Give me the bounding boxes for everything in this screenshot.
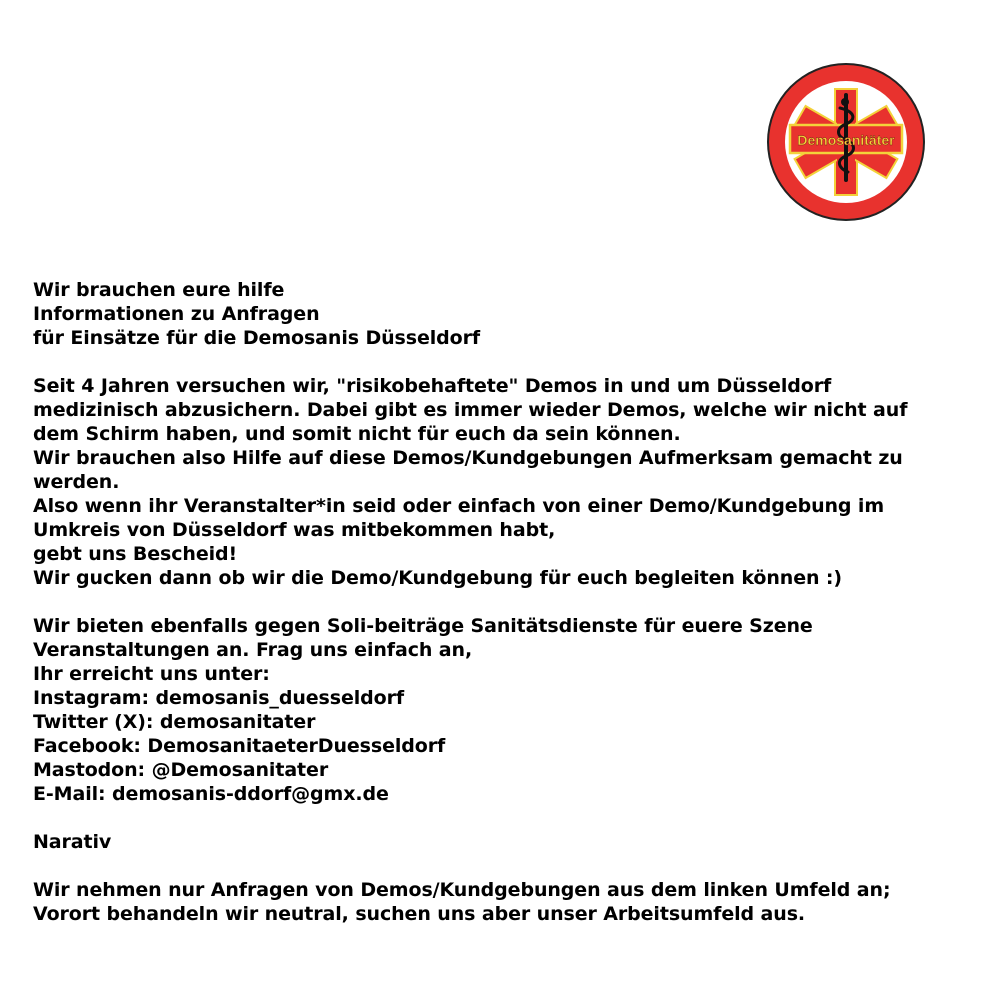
text-line: Instagram: demosanis_duesseldorf [33, 687, 405, 709]
text-line: Wir nehmen nur Anfragen von Demos/Kundgebungen aus dem linken Umfeld an; [33, 879, 891, 901]
text-line: Wir gucken dann ob wir die Demo/Kundgebung für euch begleiten können :) [33, 567, 843, 589]
text-line: Ihr erreicht uns unter: [33, 663, 270, 685]
text-line: dem Schirm haben, und somit nicht für euch da sein können. [33, 423, 681, 445]
text-line: Also wenn ihr Veranstalter*in seid oder einfach von einer Demo/Kundgebung im [33, 495, 885, 517]
text-line: Wir brauchen eure hilfe [33, 279, 285, 301]
text-line: Seit 4 Jahren versuchen wir, "risikobehaftete" Demos in und um Düsseldorf [33, 375, 832, 397]
text-line: E-Mail: demosanis-ddorf@gmx.de [33, 783, 389, 805]
text-line: Wir bieten ebenfalls gegen Soli-beiträge Sanitätsdienste für euere Szene [33, 615, 813, 637]
paragraph [33, 878, 978, 926]
text-line: medizinisch abzusichern. Dabei gibt es immer wieder Demos, welche wir nicht auf [33, 399, 908, 421]
paragraph [33, 374, 978, 590]
asclepius-cross-logo-icon [766, 62, 926, 222]
text-line: Umkreis von Düsseldorf was mitbekommen habt, [33, 519, 556, 541]
paragraph [33, 614, 978, 806]
text-line: werden. [33, 471, 120, 493]
text-line: gebt uns Bescheid! [33, 543, 238, 565]
paragraph [33, 278, 978, 350]
text-line: Wir brauchen also Hilfe auf diese Demos/Kundgebungen Aufmerksam gemacht zu [33, 447, 903, 469]
announcement-text [33, 278, 978, 926]
text-line: Mastodon: @Demosanitater [33, 759, 329, 781]
text-line: Narativ [33, 831, 112, 853]
text-line: Facebook: DemosanitaeterDuesseldorf [33, 735, 446, 757]
text-line: für Einsätze für die Demosanis Düsseldorf [33, 327, 481, 349]
paragraph [33, 830, 978, 854]
logo-banner-text: Demosanitäter [797, 132, 895, 148]
text-line: Vorort behandeln wir neutral, suchen uns aber unser Arbeitsumfeld aus. [33, 903, 806, 925]
text-line: Twitter (X): demosanitater [33, 711, 316, 733]
demosanitaeter-logo [766, 62, 926, 222]
text-line: Veranstaltungen an. Frag uns einfach an, [33, 639, 473, 661]
text-line: Informationen zu Anfragen [33, 303, 320, 325]
